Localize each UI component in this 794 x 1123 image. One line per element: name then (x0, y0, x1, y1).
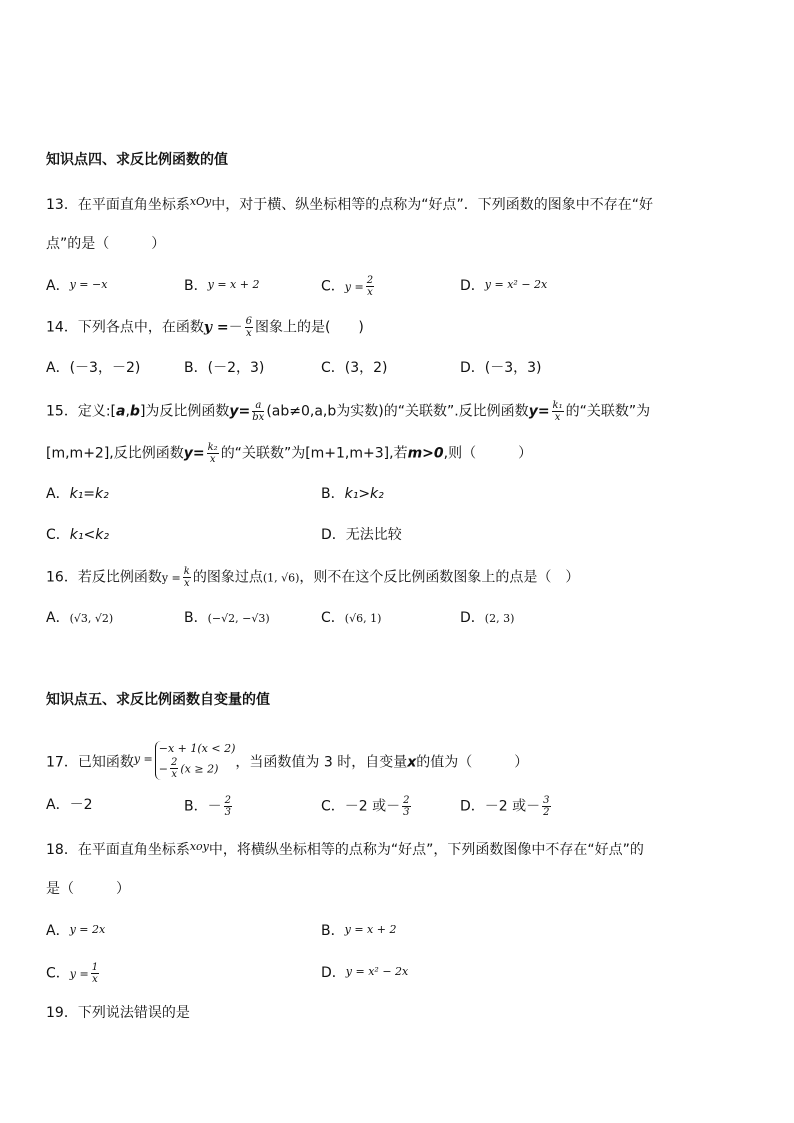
option-c: C．k₁<k₂ (46, 527, 109, 543)
fraction: $\frac{\text{k₂}}{x}$ (207, 442, 218, 465)
coordinate-system: xOy (189, 195, 212, 208)
fraction: $\frac{2}{3}$ (403, 795, 410, 818)
question-text: 下列各点中，在函数 (77, 319, 204, 336)
question-16-line-1: 16．若反比例函数y = $\frac{k}{x}$ 的图象过点(1, √6)，则不在这个反比例函数图象上的点是（ ） (46, 566, 580, 589)
question-18-line-2: 是（ ） (46, 881, 130, 897)
question-17-line-1: 17．已知函数$^{y =}$ −x + 1(x < 2) − $\frac{2}{x}$ (x ≥ 2) ，当函数值为 3 时，自变量x的值为（ ） (46, 742, 529, 780)
fraction: $\frac{\text{k₁}}{x}$ (552, 400, 563, 423)
option-expression: y = (344, 280, 364, 294)
question-text: 中，对于横、纵坐标相等的点称为“好点”．下列函数的图象中不存在“好 (211, 197, 654, 213)
fraction: $\frac{3}{2}$ (543, 795, 550, 818)
option-a: A．(－3，－2) (46, 360, 141, 376)
option-c (321, 275, 376, 298)
function-lhs: y = (203, 319, 229, 336)
fraction: $\frac{2}{x}$ (170, 757, 178, 780)
option-expression: y = x² − 2x (484, 278, 548, 291)
option-expression: y = x + 2 (207, 278, 260, 291)
option-a: A．(√3, √2) (46, 610, 114, 626)
option-d: D．(2, 3) (460, 610, 515, 626)
option-d: D．无法比较 (321, 527, 402, 543)
option-label: C． (321, 278, 345, 295)
fraction: $\frac{2}{3}$ (224, 795, 231, 818)
option-d: D．－2 或－ $\frac{3}{2}$ (460, 795, 550, 818)
option-b: B．(－2，3) (184, 360, 265, 376)
question-13-line-2: 点”的是（ ） (46, 236, 166, 252)
option-c: C．(3，2) (321, 360, 388, 376)
fraction: $\frac{6}{x}$ (245, 316, 252, 339)
question-18-line-1: 18．在平面直角坐标系$^{xoy}$中，将横纵坐标相等的点称为“好点”，下列函数图像中不存在“好点”的 (46, 840, 644, 858)
option-b: B．－ $\frac{2}{3}$ (184, 795, 231, 818)
option-d: D．(－3，3) (460, 360, 542, 376)
question-15-line-1: 15．定义:[a,b]为反比例函数y= $\frac{a}{bx}$ (ab≠0,a,b为实数)的“关联数”.反比例函数y= $\frac{\text{k₁}}{x}$ 的“关联数”为 (46, 400, 651, 423)
option-c: C．y = $\frac{1}{x}$ (46, 962, 99, 985)
piecewise-function: −x + 1(x < 2) − $\frac{2}{x}$ (x ≥ 2) (155, 741, 236, 780)
option-b: B．k₁>k₂ (321, 486, 384, 502)
option-d: D．y = x² − 2x (321, 965, 409, 981)
fraction: $\frac{1}{x}$ (91, 962, 99, 985)
fraction: $\frac{a}{bx}$ (252, 400, 265, 423)
fraction: $\frac{k}{x}$ (183, 566, 190, 589)
option-a: A．－2 (46, 797, 93, 813)
option-c: C．(√6, 1) (321, 610, 382, 626)
option-c: C．－2 或－ $\frac{2}{3}$ (321, 795, 410, 818)
section-heading: 知识点四、求反比例函数的值 (46, 152, 228, 168)
question-19-line-1: 19．下列说法错误的是 (46, 1005, 190, 1021)
option-a: A．k₁=k₂ (46, 486, 109, 502)
option-d (460, 275, 547, 296)
question-number: 14． (46, 319, 78, 336)
option-label: A． (46, 278, 70, 294)
question-14-line-1: 14．下列各点中，在函数y =－ $\frac{6}{x}$ 图象上的是( ) (46, 316, 364, 339)
option-label: D． (460, 278, 485, 294)
question-15-line-2: [m,m+2],反比例函数y= $\frac{\text{k₂}}{x}$ 的“关联数”为[m+1,m+3],若m>0,则（ ） (46, 442, 533, 465)
option-expression: y = −x (69, 278, 108, 291)
question-number: 13． (46, 197, 78, 213)
section-heading: 知识点五、求反比例函数自变量的值 (46, 692, 270, 708)
option-label: B． (184, 278, 208, 294)
option-a (46, 275, 107, 296)
option-b (184, 275, 259, 296)
option-a: A．y = 2x (46, 923, 106, 939)
question-text: 在平面直角坐标系 (77, 197, 190, 213)
option-b: B．y = x + 2 (321, 923, 397, 939)
point-coordinates: (1, √6) (262, 571, 300, 585)
option-b: B．(−√2, −√3) (184, 610, 270, 626)
question-text: 图象上的是( ) (254, 319, 364, 336)
question-13-line-1 (46, 192, 653, 215)
fraction: $\frac{2}{x}$ (366, 275, 374, 298)
